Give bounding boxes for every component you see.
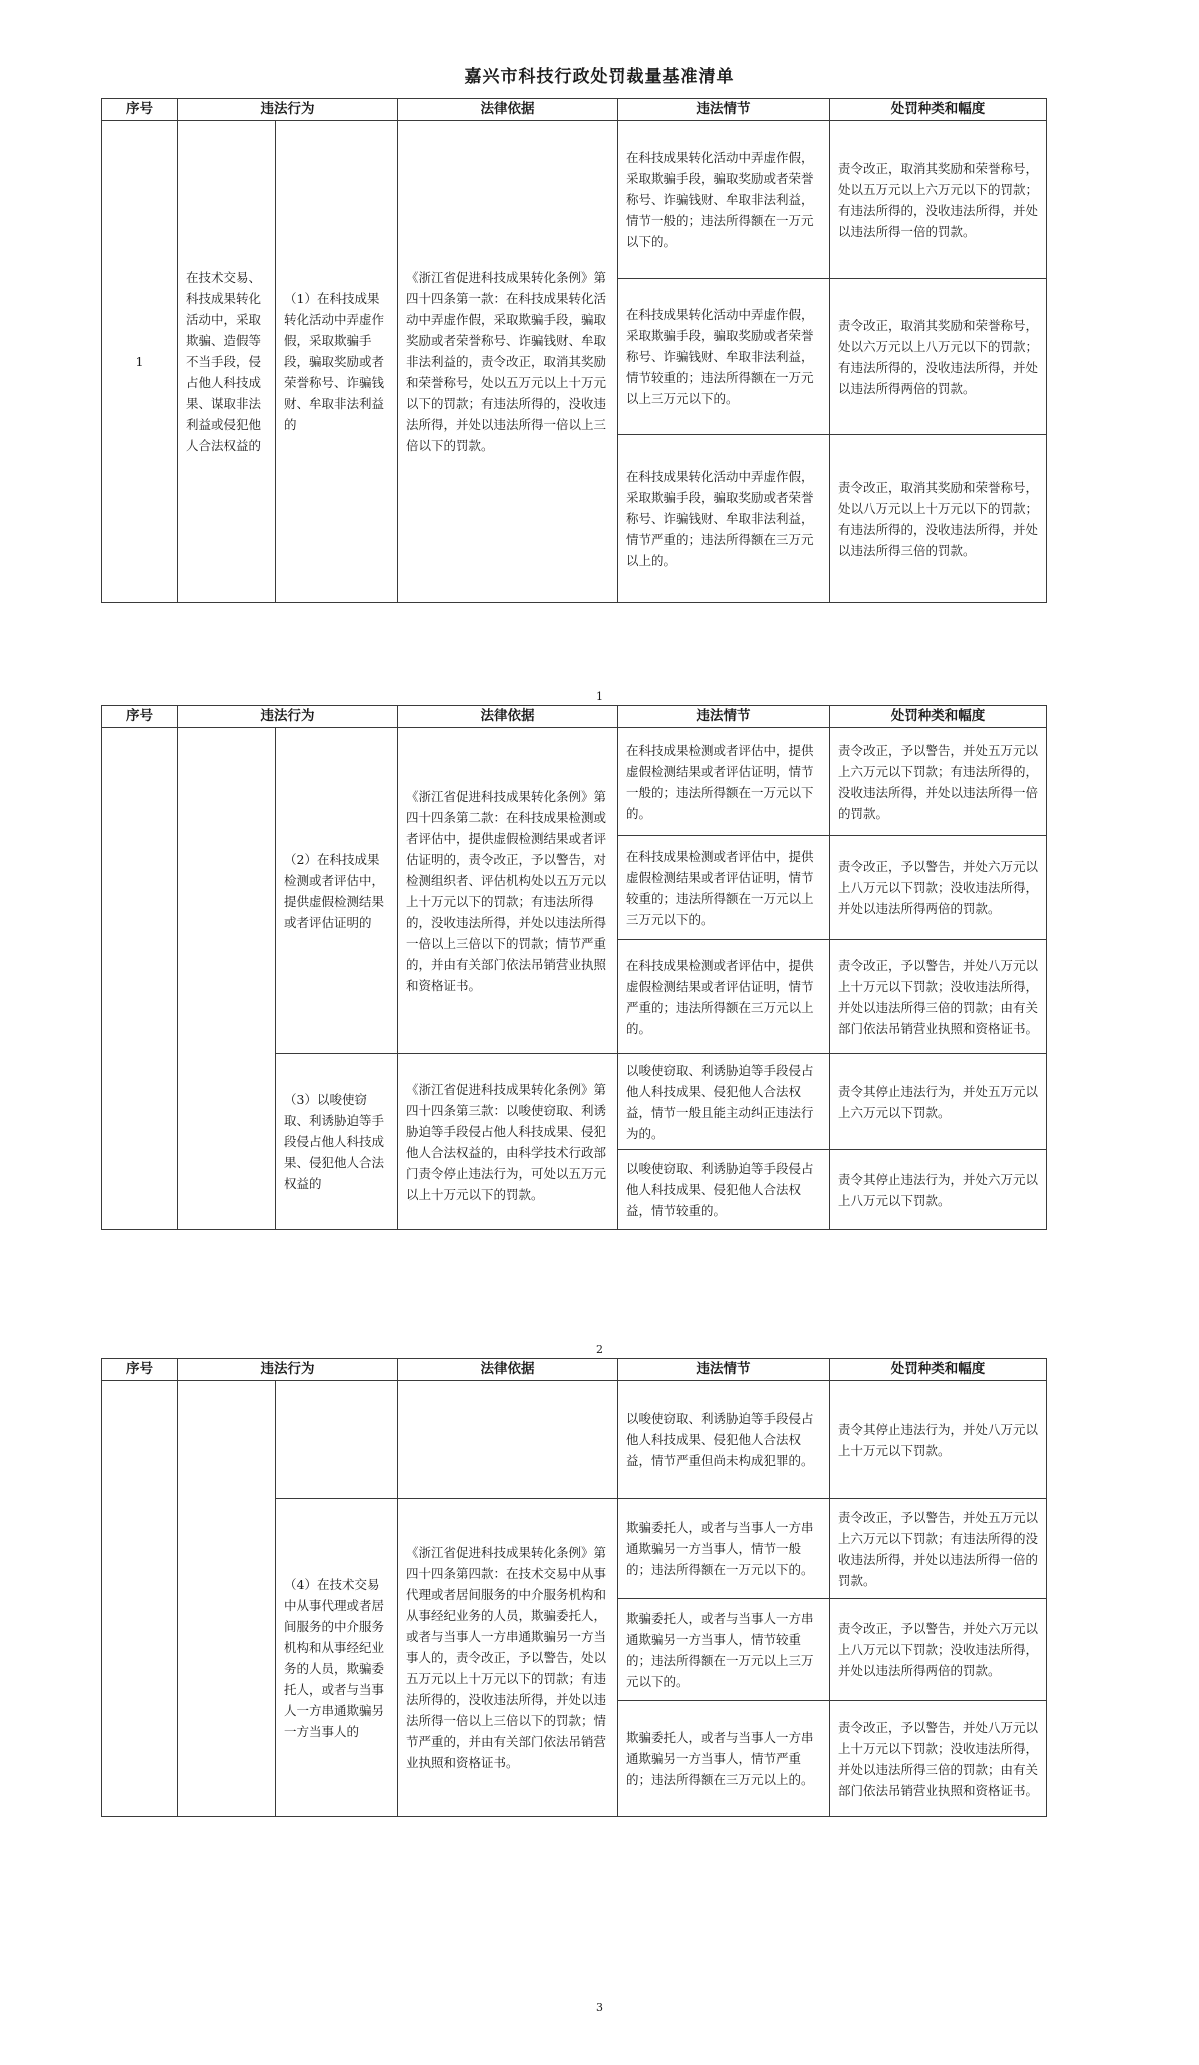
behavior-main: 在技术交易、科技成果转化活动中，采取欺骗、造假等不当手段，侵占他人科技成果、谋取非法利益或侵犯他人合法权益的 [178,121,276,603]
legal-basis: 《浙江省促进科技成果转化条例》第四十四条第三款：以唆使窃取、利诱胁迫等手段侵占他人科技成果、侵犯他人合法权益的，由科学技术行政部门责令停止违法行为，可处以五万元以上十万元以下的罚款。 [398,1054,618,1230]
header-basis: 法律依据 [398,706,618,728]
penalty-table-page-1 [101,98,1047,603]
page-number: 3 [596,2001,603,2014]
circumstance-cell: 在科技成果转化活动中弄虚作假，采取欺骗手段，骗取奖励或者荣誉称号、诈骗钱财、牟取非法利益，情节较重的；违法所得额在一万元以上三万元以下的。 [618,279,830,435]
table-header-row [102,99,1047,121]
document-title: 嘉兴市科技行政处罚裁量基准清单 [464,67,735,87]
behavior-sub: （3）以唆使窃取、利诱胁迫等手段侵占他人科技成果、侵犯他人合法权益的 [276,1054,398,1230]
legal-basis: 《浙江省促进科技成果转化条例》第四十四条第四款：在技术交易中从事代理或者居间服务的中介服务机构和从事经纪业务的人员，欺骗委托人，或者与当事人一方串通欺骗另一方当事人的，责令改正，予以警告，处以五万元以上十万元以下的罚款；有违法所得的，没收违法所得，并处以违法所得一倍以上三倍以下的罚款；情节严重的，并由有关部门依法吊销营业执照和资格证书。 [398,1499,618,1817]
table-row [102,728,1047,836]
legal-basis: 《浙江省促进科技成果转化条例》第四十四条第一款：在科技成果转化活动中弄虚作假，采取欺骗手段，骗取奖励或者荣誉称号、诈骗钱财、牟取非法利益的，责令改正，取消其奖励和荣誉称号，处以五万元以上十万元以下的罚款；有违法所得的，没收违法所得，并处以违法所得一倍以上三倍以下的罚款。 [398,121,618,603]
behavior-sub [276,1381,398,1499]
penalty-cell: 责令其停止违法行为，并处六万元以上八万元以下罚款。 [830,1150,1047,1230]
page-number: 1 [596,690,603,703]
circumstance-cell: 以唆使窃取、利诱胁迫等手段侵占他人科技成果、侵犯他人合法权益，情节较重的。 [618,1150,830,1230]
page-number: 2 [596,1343,603,1356]
circumstance-cell: 以唆使窃取、利诱胁迫等手段侵占他人科技成果、侵犯他人合法权益，情节严重但尚未构成犯罪的。 [618,1381,830,1499]
penalty-cell: 责令改正，予以警告，并处八万元以上十万元以下罚款；没收违法所得，并处以违法所得三倍的罚款；由有关部门依法吊销营业执照和资格证书。 [830,1701,1047,1817]
table-row [102,121,1047,279]
header-behavior: 违法行为 [178,706,398,728]
penalty-cell: 责令改正，予以警告，并处八万元以上十万元以下罚款；没收违法所得，并处以违法所得三倍的罚款；由有关部门依法吊销营业执照和资格证书。 [830,940,1047,1054]
row-number: 1 [102,121,178,603]
penalty-cell: 责令改正，取消其奖励和荣誉称号，处以五万元以上六万元以下的罚款；有违法所得的，没收违法所得，并处以违法所得一倍的罚款。 [830,121,1047,279]
penalty-table-page-2 [101,705,1047,1230]
table-header-row [102,706,1047,728]
circumstance-cell: 在科技成果转化活动中弄虚作假，采取欺骗手段，骗取奖励或者荣誉称号、诈骗钱财、牟取非法利益，情节严重的；违法所得额在三万元以上的。 [618,435,830,603]
legal-basis: 《浙江省促进科技成果转化条例》第四十四条第二款：在科技成果检测或者评估中，提供虚假检测结果或者评估证明的，责令改正，予以警告，对检测组织者、评估机构处以五万元以上十万元以下的罚款；有违法所得的，没收违法所得，并处以违法所得一倍以上三倍以下的罚款；情节严重的，并由有关部门依法吊销营业执照和资格证书。 [398,728,618,1054]
behavior-sub: （4）在技术交易中从事代理或者居间服务的中介服务机构和从事经纪业务的人员，欺骗委托人，或者与当事人一方串通欺骗另一方当事人的 [276,1499,398,1817]
penalty-cell: 责令改正，予以警告，并处六万元以上八万元以下罚款；没收违法所得，并处以违法所得两倍的罚款。 [830,1599,1047,1701]
circumstance-cell: 欺骗委托人，或者与当事人一方串通欺骗另一方当事人，情节一般的；违法所得额在一万元以下的。 [618,1499,830,1599]
penalty-cell: 责令改正，予以警告，并处五万元以上六万元以下罚款；有违法所得的，没收违法所得，并处以违法所得一倍的罚款。 [830,728,1047,836]
circumstance-cell: 以唆使窃取、利诱胁迫等手段侵占他人科技成果、侵犯他人合法权益，情节一般且能主动纠正违法行为的。 [618,1054,830,1150]
penalty-cell: 责令其停止违法行为，并处八万元以上十万元以下罚款。 [830,1381,1047,1499]
behavior-main [178,728,276,1230]
circumstance-cell: 在科技成果检测或者评估中，提供虚假检测结果或者评估证明，情节一般的；违法所得额在一万元以下的。 [618,728,830,836]
circumstance-cell: 在科技成果检测或者评估中，提供虚假检测结果或者评估证明，情节较重的；违法所得额在一万元以上三万元以下的。 [618,836,830,940]
behavior-sub: （2）在科技成果检测或者评估中，提供虚假检测结果或者评估证明的 [276,728,398,1054]
header-no: 序号 [102,1359,178,1381]
circumstance-cell: 欺骗委托人，或者与当事人一方串通欺骗另一方当事人，情节严重的；违法所得额在三万元以上的。 [618,1701,830,1817]
row-number [102,728,178,1230]
penalty-cell: 责令改正，取消其奖励和荣誉称号，处以六万元以上八万元以下的罚款；有违法所得的，没收违法所得，并处以违法所得两倍的罚款。 [830,279,1047,435]
header-basis: 法律依据 [398,99,618,121]
header-basis: 法律依据 [398,1359,618,1381]
header-circumstance: 违法情节 [618,706,830,728]
header-no: 序号 [102,706,178,728]
row-number [102,1381,178,1817]
header-no: 序号 [102,99,178,121]
table-header-row [102,1359,1047,1381]
table-row [102,1381,1047,1499]
penalty-cell: 责令其停止违法行为，并处五万元以上六万元以下罚款。 [830,1054,1047,1150]
legal-basis [398,1381,618,1499]
header-behavior: 违法行为 [178,1359,398,1381]
penalty-cell: 责令改正，予以警告，并处六万元以上八万元以下罚款；没收违法所得，并处以违法所得两倍的罚款。 [830,836,1047,940]
circumstance-cell: 在科技成果转化活动中弄虚作假，采取欺骗手段，骗取奖励或者荣誉称号、诈骗钱财、牟取非法利益，情节一般的；违法所得额在一万元以下的。 [618,121,830,279]
penalty-cell: 责令改正，取消其奖励和荣誉称号，处以八万元以上十万元以下的罚款；有违法所得的，没收违法所得，并处以违法所得三倍的罚款。 [830,435,1047,603]
header-penalty: 处罚种类和幅度 [830,1359,1047,1381]
header-behavior: 违法行为 [178,99,398,121]
header-penalty: 处罚种类和幅度 [830,706,1047,728]
header-circumstance: 违法情节 [618,1359,830,1381]
circumstance-cell: 在科技成果检测或者评估中，提供虚假检测结果或者评估证明，情节严重的；违法所得额在三万元以上的。 [618,940,830,1054]
penalty-table-page-3 [101,1358,1047,1817]
header-penalty: 处罚种类和幅度 [830,99,1047,121]
penalty-cell: 责令改正，予以警告，并处五万元以上六万元以下罚款；有违法所得的没收违法所得，并处以违法所得一倍的罚款。 [830,1499,1047,1599]
header-circumstance: 违法情节 [618,99,830,121]
behavior-main [178,1381,276,1817]
behavior-sub: （1）在科技成果转化活动中弄虚作假，采取欺骗手段，骗取奖励或者荣誉称号、诈骗钱财、牟取非法利益的 [276,121,398,603]
circumstance-cell: 欺骗委托人，或者与当事人一方串通欺骗另一方当事人，情节较重的；违法所得额在一万元以上三万元以下的。 [618,1599,830,1701]
